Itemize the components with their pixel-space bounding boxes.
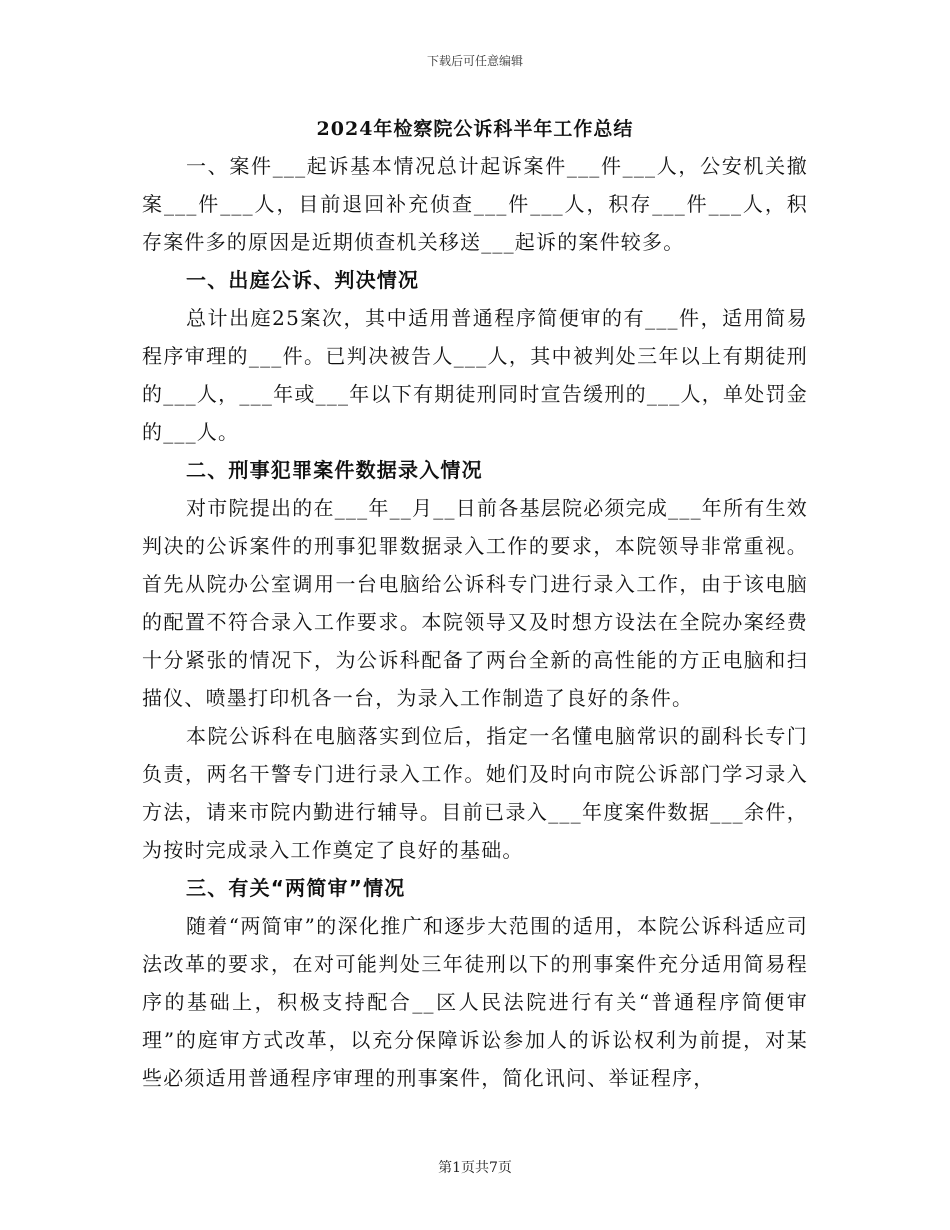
- document-title: 2024年检察院公诉科半年工作总结: [316, 118, 634, 140]
- section-heading-1: 一、出庭公诉、判决情况: [186, 268, 420, 292]
- section-2-paragraph-1: 对市院提出的在___年__月__日前各基层院必须完成___年所有生效判决的公诉案件的刑事犯罪数据录入工作的要求，本院领导非常重视。首先从院办公室调用一台电脑给公诉科专门进行录入工作，由于该电脑的配置不符合录入工作要求。本院领导又及时想方设法在全院办案经费十分紧张的情况下，为公诉科配备了两台全新的高性能的方正电脑和扫描仪、喷墨打印机各一台，为录入工作制造了良好的条件。: [142, 496, 808, 710]
- intro-paragraph: 一、案件___起诉基本情况总计起诉案件___件___人，公安机关撤案___件___人，目前退回补充侦查___件___人，积存___件___人，积存案件多的原因是近期侦查机关移送___起诉的案件较多。: [142, 154, 808, 254]
- section-heading-3: 三、有关“两简审”情况: [186, 876, 406, 900]
- section-2-paragraph-2: 本院公诉科在电脑落实到位后，指定一名懂电脑常识的副科长专门负责，两名干警专门进行录入工作。她们及时向市院公诉部门学习录入方法，请来市院内勤进行辅导。目前已录入___年度案件数据___余件，为按时完成录入工作奠定了良好的基础。: [142, 724, 808, 862]
- page-number: 第1页共7页: [438, 1160, 512, 1176]
- section-heading-2: 二、刑事犯罪案件数据录入情况: [186, 458, 483, 482]
- document-body: [142, 147, 808, 1097]
- section-3-paragraph: 随着“两简审”的深化推广和逐步大范围的适用，本院公诉科适应司法改革的要求，在对可能判处三年徒刑以下的刑事案件充分适用简易程序的基础上，积极支持配合__区人民法院进行有关“普通程序简便审理”的庭审方式改革，以充分保障诉讼参加人的诉讼权利为前提，对某些必须适用普通程序审理的刑事案件，简化讯问、举证程序，: [142, 914, 808, 1090]
- section-1-paragraph: 总计出庭25案次，其中适用普通程序简便审的有___件，适用简易程序审理的___件。已判决被告人___人，其中被判处三年以上有期徒刑的___人，___年或___年以下有期徒刑同时宣告缓刑的___人，单处罚金的___人。: [142, 306, 808, 444]
- header-note: 下载后可任意编辑: [426, 54, 523, 68]
